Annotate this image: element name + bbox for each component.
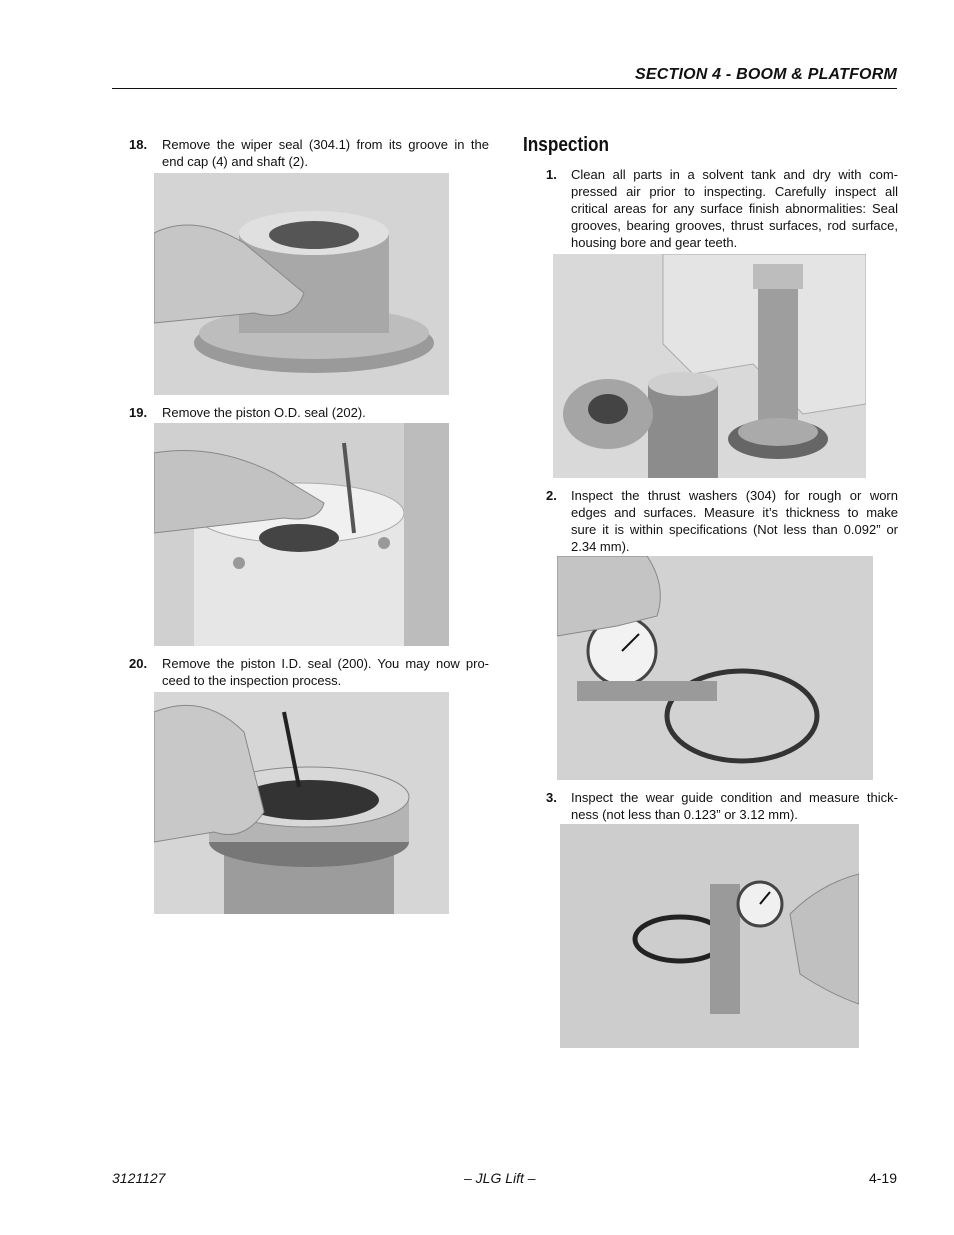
inspection-step-3	[546, 789, 898, 825]
photo-wear-guide-measure	[560, 824, 859, 1048]
step-number: 2.	[546, 488, 557, 503]
step-number: 19.	[129, 405, 148, 420]
header-rule	[112, 88, 897, 89]
photo-wiper-seal-removal	[154, 173, 449, 395]
step-18	[129, 136, 489, 172]
step-number: 20.	[129, 656, 148, 671]
footer-doc-number: 3121127	[112, 1170, 166, 1186]
step-19	[129, 404, 489, 422]
step-text: Remove the piston O.D. seal (202).	[162, 405, 366, 420]
step-text: Clean all parts in a solvent tank and dry with com-pressed air prior to inspecting. Carefully inspect all critical areas for any surface finish abnormalities: Seal grooves, bearing grooves, thrust surfaces, rod surface, housing bore and gear teeth.	[571, 167, 898, 250]
footer-page-number: 4-19	[868, 1170, 897, 1186]
step-text: Inspect the thrust washers (304) for rough or worn edges and surfaces. Measure it’s thickness to make sure it is within specifications (Not less than 0.092” or 2.34 mm).	[571, 488, 898, 554]
photo-thrust-washer-measure	[557, 556, 873, 780]
step-number: 1.	[546, 167, 557, 182]
inspection-step-1	[546, 166, 898, 254]
step-number: 3.	[546, 790, 557, 805]
inspection-step-2	[546, 487, 898, 557]
photo-inspection-parts	[553, 254, 866, 478]
inspection-heading: Inspection	[523, 134, 610, 156]
step-20	[129, 655, 489, 691]
footer-company: – JLG Lift –	[464, 1170, 536, 1186]
step-text: Inspect the wear guide condition and measure thick-ness (not less than 0.123” or 3.12 mm).	[571, 790, 898, 822]
step-text: Remove the wiper seal (304.1) from its groove in the end cap (4) and shaft (2).	[162, 137, 489, 169]
photo-piston-od-seal-removal	[154, 423, 449, 646]
step-text: Remove the piston I.D. seal (200). You may now pro-ceed to the inspection process.	[162, 656, 489, 688]
photo-piston-id-seal-removal	[154, 692, 449, 914]
step-number: 18.	[129, 137, 148, 152]
section-title: SECTION 4 - BOOM & PLATFORM	[635, 66, 897, 83]
